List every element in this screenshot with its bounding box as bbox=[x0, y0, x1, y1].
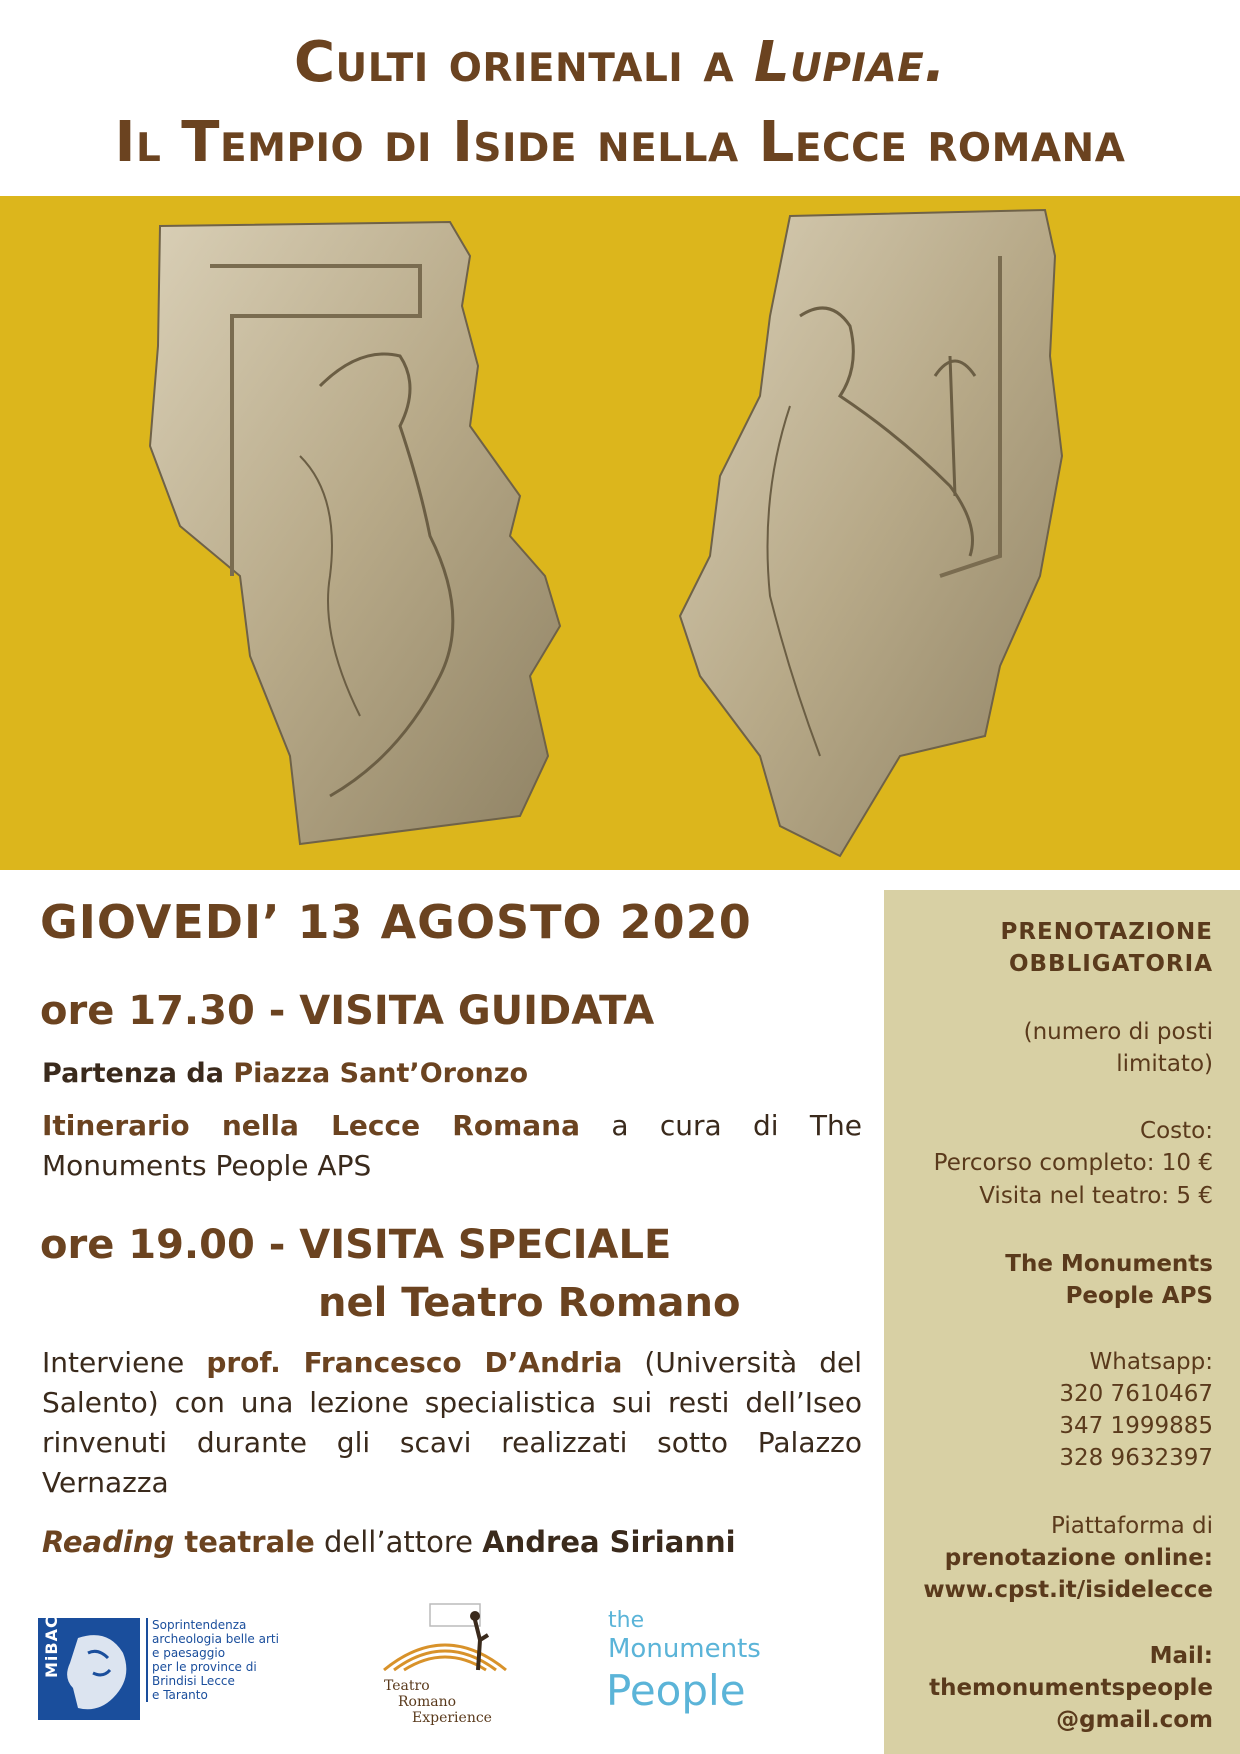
whatsapp-label: Whatsapp: bbox=[1089, 1349, 1213, 1375]
limited-seats-line2: limitato) bbox=[1116, 1051, 1213, 1077]
mibact-logo bbox=[38, 1603, 283, 1720]
mail-label: Mail: bbox=[1149, 1643, 1213, 1669]
title-line-2: Il Tempio di Iside nella Lecce romana bbox=[114, 110, 1126, 175]
cost-full-tour: Percorso completo: 10 € bbox=[933, 1150, 1213, 1176]
relief-fragments-illustration bbox=[0, 196, 1240, 870]
organizer-line2: People APS bbox=[1065, 1283, 1213, 1309]
booking-sidebar bbox=[884, 890, 1240, 1754]
phone-number[interactable]: 328 9632397 bbox=[1059, 1445, 1213, 1471]
booking-required-line1: PRENOTAZIONE bbox=[1000, 919, 1213, 945]
monuments-people-logo bbox=[600, 1604, 800, 1724]
phone-number[interactable]: 347 1999885 bbox=[1059, 1413, 1213, 1439]
lecture-description: Interviene prof. Francesco D’Andria (Università del Salento) con una lezione specialistica sui resti dell’Iseo rinvenuti durante gli scavi realizzati sotto Palazzo Vernazza bbox=[42, 1346, 862, 1499]
email-link-part1[interactable]: themonumentspeople bbox=[929, 1675, 1213, 1701]
cost-theatre-visit: Visita nel teatro: 5 € bbox=[979, 1183, 1213, 1209]
mibact-emblem bbox=[38, 1603, 140, 1720]
booking-required-line2: OBBLIGATORIA bbox=[1008, 951, 1213, 977]
organizer-line1: The Monuments bbox=[1005, 1251, 1213, 1277]
special-visit-heading: ore 19.00 - VISITA SPECIALE bbox=[40, 1222, 672, 1268]
mibact-label: MiBACT bbox=[42, 1603, 61, 1678]
monuments-logo-monuments: Monuments bbox=[608, 1634, 761, 1664]
event-date: GIOVEDI’ 13 AGOSTO 2020 bbox=[40, 895, 752, 949]
platform-line1: Piattaforma di bbox=[1051, 1513, 1213, 1539]
title-line-1: Culti orientali a Lupiae. bbox=[293, 30, 947, 95]
reading-line: Reading teatrale dell’attore Andrea Sirianni bbox=[42, 1525, 736, 1559]
email-link-part2[interactable]: @gmail.com bbox=[1056, 1707, 1213, 1733]
monuments-logo-the: the bbox=[608, 1608, 645, 1633]
limited-seats-line1: (numero di posti bbox=[1023, 1019, 1213, 1045]
itinerary-text: Itinerario nella Lecce Romana a cura di The Monuments People APS bbox=[42, 1109, 863, 1182]
right-relief-fragment bbox=[680, 210, 1062, 856]
guided-tour-heading: ore 17.30 - VISITA GUIDATA bbox=[40, 988, 655, 1034]
cost-label: Costo: bbox=[1140, 1118, 1213, 1144]
relief-image-band bbox=[0, 196, 1240, 870]
special-visit-heading-line2: nel Teatro Romano bbox=[318, 1280, 741, 1326]
departure-line: Partenza da Piazza Sant’Oronzo bbox=[42, 1058, 528, 1089]
teatro-romano-text: Teatro Romano Experience bbox=[384, 1678, 492, 1726]
teatro-romano-logo bbox=[380, 1600, 510, 1730]
theatre-arches-icon bbox=[380, 1600, 510, 1680]
monuments-logo-people: People bbox=[606, 1666, 746, 1715]
mibact-description: Soprintendenza archeologia belle arti e paesaggio per le province di Brindisi Lecce e Taranto bbox=[146, 1618, 279, 1702]
booking-url-link[interactable]: www.cpst.it/isidelecce bbox=[923, 1577, 1213, 1603]
phone-number[interactable]: 320 7610467 bbox=[1059, 1381, 1213, 1407]
platform-line2: prenotazione online: bbox=[944, 1545, 1213, 1571]
